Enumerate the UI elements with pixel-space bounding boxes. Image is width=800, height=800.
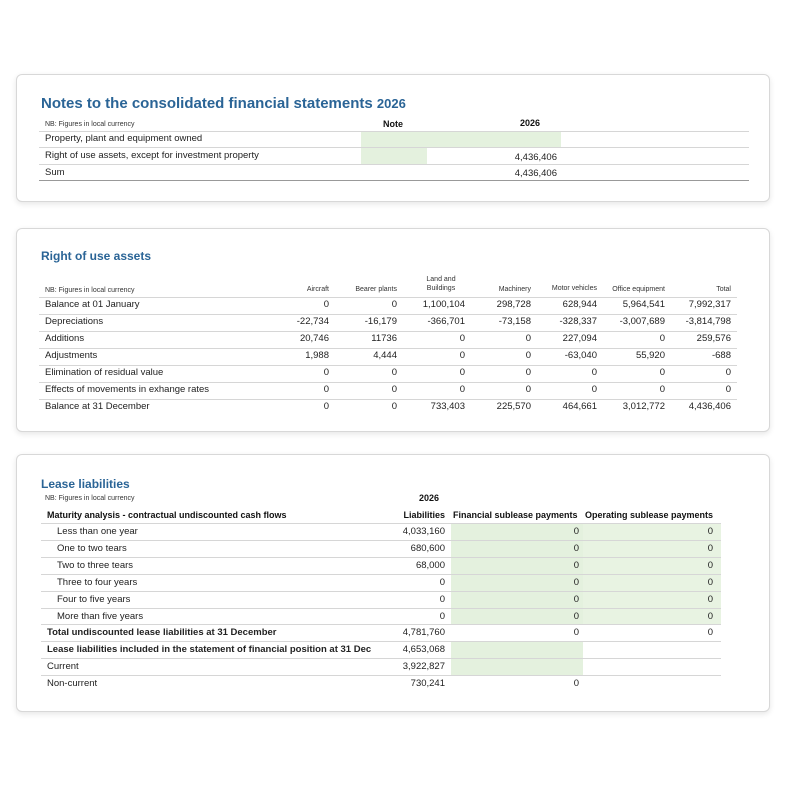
notes-row-value: 4,436,406	[514, 152, 557, 163]
rou-cell: 11736	[371, 333, 397, 344]
lease-row-label: More than five years	[57, 611, 144, 622]
rou-cell: -3,814,798	[685, 316, 731, 327]
lease-liabilities-cell: 0	[439, 577, 445, 588]
rou-title: Right of use assets	[41, 249, 152, 263]
rou-cell: 7,992,317	[688, 299, 731, 310]
lease-maturity-label: Maturity analysis - contractual undiscounted cash flows	[47, 510, 287, 520]
lease-liabilities-cell: 4,033,160	[402, 526, 445, 537]
rou-nb: NB: Figures in local currency	[45, 287, 135, 294]
rou-row-label: Balance at 01 January	[45, 299, 140, 310]
notes-nb: NB: Figures in local currency	[45, 121, 135, 128]
notes-row-label: Right of use assets, except for investment property	[45, 150, 259, 161]
rou-cell: 628,944	[562, 299, 597, 310]
rou-cell: 0	[591, 367, 597, 378]
lease-financial-cell: 0	[573, 543, 579, 554]
lease-included-label: Lease liabilities included in the statement of financial position at 31 Dec	[47, 644, 372, 655]
lease-col-financial: Financial sublease payments	[453, 510, 578, 520]
rou-cell: 227,094	[562, 333, 597, 344]
lease-liabilities-cell: 0	[439, 611, 445, 622]
rou-cell: 0	[323, 367, 329, 378]
notes-note-highlight	[361, 147, 427, 164]
rou-cell: 0	[459, 367, 465, 378]
lease-row-label: Two to three tears	[57, 560, 134, 571]
lease-total-label: Total undiscounted lease liabilities at 31 December	[47, 627, 277, 638]
rou-col-header: Total	[716, 286, 731, 293]
rou-cell: 55,920	[635, 350, 665, 361]
lease-liabilities-cell: 68,000	[415, 560, 445, 571]
rou-cell: 0	[659, 384, 665, 395]
lease-total-financial: 0	[573, 627, 579, 638]
notes-row-label: Property, plant and equipment owned	[45, 133, 203, 144]
rou-cell: -22,734	[296, 316, 329, 327]
lease-liabilities-cell: 680,600	[410, 543, 445, 554]
rou-cell: -688	[711, 350, 731, 361]
rou-cell: -63,040	[564, 350, 597, 361]
rou-cell: -328,337	[559, 316, 597, 327]
rou-row-label: Depreciations	[45, 316, 104, 327]
lease-row-label: Three to four years	[57, 577, 138, 588]
rou-row-label: Effects of movements in exhange rates	[45, 384, 210, 395]
lease-operating-cell: 0	[707, 543, 713, 554]
rou-cell: 464,661	[562, 401, 597, 412]
rou-cell: 4,436,406	[688, 401, 731, 412]
lease-noncurrent-liabilities: 730,241	[410, 678, 445, 689]
rou-cell: 3,012,772	[622, 401, 665, 412]
rou-col-header: Machinery	[498, 286, 531, 293]
notes-row-value: 4,436,406	[514, 168, 557, 179]
rou-cell: 0	[323, 401, 329, 412]
rou-col-header: Motor vehicles	[551, 285, 597, 292]
lease-noncurrent-financial: 0	[573, 678, 579, 689]
rou-cell: -16,179	[364, 316, 397, 327]
rou-cell: 0	[525, 384, 531, 395]
rou-cell: 0	[459, 384, 465, 395]
lease-year: 2026	[419, 493, 440, 503]
rou-col-header: Office equipment	[612, 286, 665, 293]
rou-cell: 0	[323, 299, 329, 310]
notes-title-year: 2026	[376, 96, 406, 111]
rou-cell: 259,576	[696, 333, 731, 344]
rou-cell: 1,100,104	[422, 299, 465, 310]
rou-cell: 0	[725, 384, 731, 395]
rou-cell: 1,988	[305, 350, 329, 361]
rou-row-label: Adjustments	[45, 350, 98, 361]
lease-financial-cell: 0	[573, 560, 579, 571]
lease-noncurrent-label: Non-current	[47, 678, 98, 689]
rou-cell: 0	[323, 384, 329, 395]
notes-row-label: Sum	[45, 167, 65, 178]
notes-title	[41, 95, 406, 112]
rou-cell: 0	[391, 299, 397, 310]
rou-cell: 0	[525, 350, 531, 361]
rou-col-header: Land and Buildings	[426, 276, 456, 292]
lease-title: Lease liabilities	[41, 477, 130, 491]
rou-cell: -3,007,689	[619, 316, 665, 327]
lease-current-liabilities: 3,922,827	[402, 661, 445, 672]
rou-cell: 298,728	[496, 299, 531, 310]
lease-total-operating: 0	[707, 627, 713, 638]
notes-card	[16, 74, 770, 202]
lease-nb: NB: Figures in local currency	[45, 495, 135, 502]
lease-liabilities-cell: 0	[439, 594, 445, 605]
rou-cell: 20,746	[299, 333, 329, 344]
lease-current-label: Current	[47, 661, 79, 672]
lease-operating-cell: 0	[707, 611, 713, 622]
rou-cell: 225,570	[496, 401, 531, 412]
lease-operating-cell: 0	[707, 594, 713, 605]
rou-cell: 0	[391, 384, 397, 395]
lease-col-operating: Operating sublease payments	[585, 510, 714, 520]
lease-operating-cell: 0	[707, 560, 713, 571]
rou-cell: -73,158	[498, 316, 531, 327]
rou-cell: 0	[591, 384, 597, 395]
rou-cell: 0	[525, 333, 531, 344]
rou-card	[16, 228, 770, 432]
rou-cell: 0	[459, 333, 465, 344]
lease-col-liabilities: Liabilities	[403, 510, 445, 520]
lease-included-liabilities: 4,653,068	[402, 644, 445, 655]
lease-row-label: Four to five years	[57, 594, 131, 605]
lease-financial-cell: 0	[573, 611, 579, 622]
rou-cell: 0	[459, 350, 465, 361]
rou-cell: 0	[659, 367, 665, 378]
lease-financial-cell: 0	[573, 577, 579, 588]
notes-title-text: Notes to the consolidated financial statements	[41, 95, 373, 112]
rou-cell: 5,964,541	[622, 299, 665, 310]
rou-cell: 0	[391, 367, 397, 378]
rou-cell: 4,444	[373, 350, 397, 361]
lease-row-label: Less than one year	[57, 526, 138, 537]
rou-cell: 0	[725, 367, 731, 378]
notes-input-highlight	[361, 131, 561, 147]
rou-col-header: Bearer plants	[355, 286, 397, 293]
rou-cell: 0	[391, 401, 397, 412]
rou-row-label: Balance at 31 December	[45, 401, 150, 412]
lease-row-label: One to two tears	[57, 543, 127, 554]
notes-col-note: Note	[383, 119, 403, 129]
lease-card	[16, 454, 770, 712]
lease-total-liabilities: 4,781,760	[402, 627, 445, 638]
rou-cell: 0	[659, 333, 665, 344]
lease-financial-cell: 0	[573, 526, 579, 537]
rou-cell: 733,403	[430, 401, 465, 412]
rou-row-label: Elimination of residual value	[45, 367, 164, 378]
lease-operating-cell: 0	[707, 526, 713, 537]
rou-cell: -366,701	[427, 316, 465, 327]
rou-col-header: Aircraft	[306, 286, 329, 293]
rou-cell: 0	[525, 367, 531, 378]
notes-col-year: 2026	[520, 118, 541, 128]
rou-row-label: Additions	[45, 333, 85, 344]
lease-operating-cell: 0	[707, 577, 713, 588]
lease-financial-cell: 0	[573, 594, 579, 605]
